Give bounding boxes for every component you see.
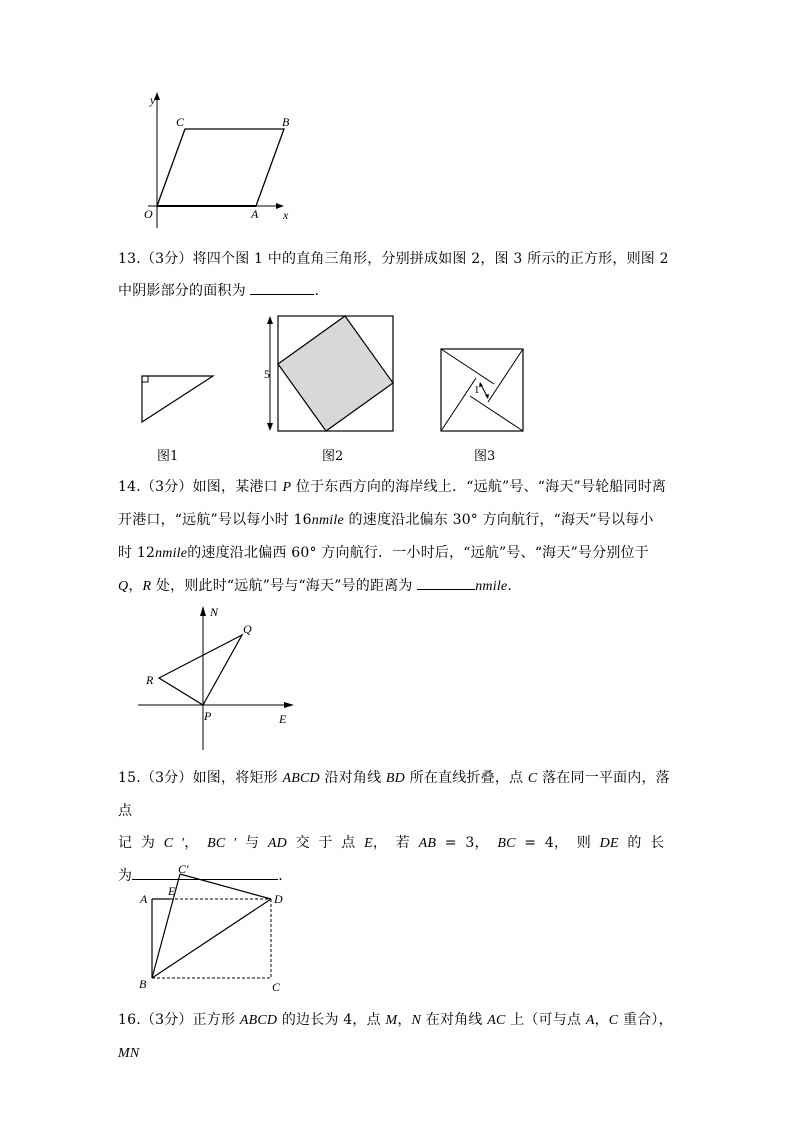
rectangle-fold-figure — [132, 860, 292, 995]
question-number: 13. — [118, 251, 141, 267]
north-label: N — [210, 605, 219, 619]
point-a-label: A — [140, 892, 148, 906]
point-c-prime-label: C′ — [178, 862, 189, 876]
east-label: E — [279, 712, 287, 726]
point-o-label: O — [144, 207, 153, 221]
question-15: 15.（3分）如图，将矩形 ABCD 沿对角线 BD 所在直线折叠，点 C 落在同一平面内，落点 记 为 C ′， BC ′ 与 AD 交 于 点 E， 若 AB = 3， BC = 4， 则 DE 的 长 为 . — [118, 770, 670, 884]
question-14: 14.（3分）如图，某港口 P 位于东西方向的海岸线上．“远航”号、“海天”号轮船同时离 开港口，“远航”号以每小时 16nmile 的速度沿北偏东 30° 方向航行，“海天”号以每小 时 12nmile的速度沿北偏西 60° 方向航行．一小时后，“远航”号、“海天”号分别位于 Q，R 处，则此时“远航”号与“海天”号的距离为 nmile. — [118, 479, 667, 594]
caption-figure-1: 图1 — [157, 449, 179, 464]
point-c-label: C — [176, 115, 185, 129]
score: （3分） — [140, 251, 193, 267]
answer-blank[interactable] — [250, 280, 314, 295]
question-16: 16.（3分）正方形 ABCD 的边长为 4，点 M，N 在对角线 AC 上（可与点 A，C 重合），MN — [118, 1012, 673, 1061]
side-length-label: 5 — [264, 367, 270, 381]
triangle-figure-1 — [138, 370, 218, 428]
caption-figure-3: 图3 — [474, 449, 496, 464]
square-figure-2 — [260, 312, 400, 436]
point-b-label: B — [139, 977, 147, 991]
inner-length-label: 1 — [474, 384, 480, 396]
parallelogram-figure — [130, 88, 310, 233]
point-d-label: D — [274, 892, 283, 906]
question-13: 13.（3分）将四个图 1 中的直角三角形，分别拼成如图 2，图 3 所示的正方形，则图 2 中阴影部分的面积为 . — [118, 251, 669, 299]
answer-blank[interactable] — [417, 575, 475, 590]
x-axis-label: x — [283, 208, 289, 222]
navigation-figure — [132, 600, 302, 755]
square-figure-3 — [438, 346, 528, 436]
caption-figure-2: 图2 — [322, 449, 344, 464]
point-a-label: A — [251, 207, 259, 221]
point-e-label: E — [168, 884, 176, 898]
point-c-label: C — [272, 980, 281, 994]
point-q-label: Q — [243, 622, 252, 636]
question-text: 将四个图 1 中的直角三角形，分别拼成如图 2，图 3 所示的正方形，则图 2 中阴影部分的面积为 — [118, 251, 669, 299]
point-b-label: B — [282, 115, 290, 129]
point-p-label: P — [204, 709, 212, 723]
y-axis-label: y — [150, 93, 156, 107]
point-r-label: R — [146, 673, 154, 687]
